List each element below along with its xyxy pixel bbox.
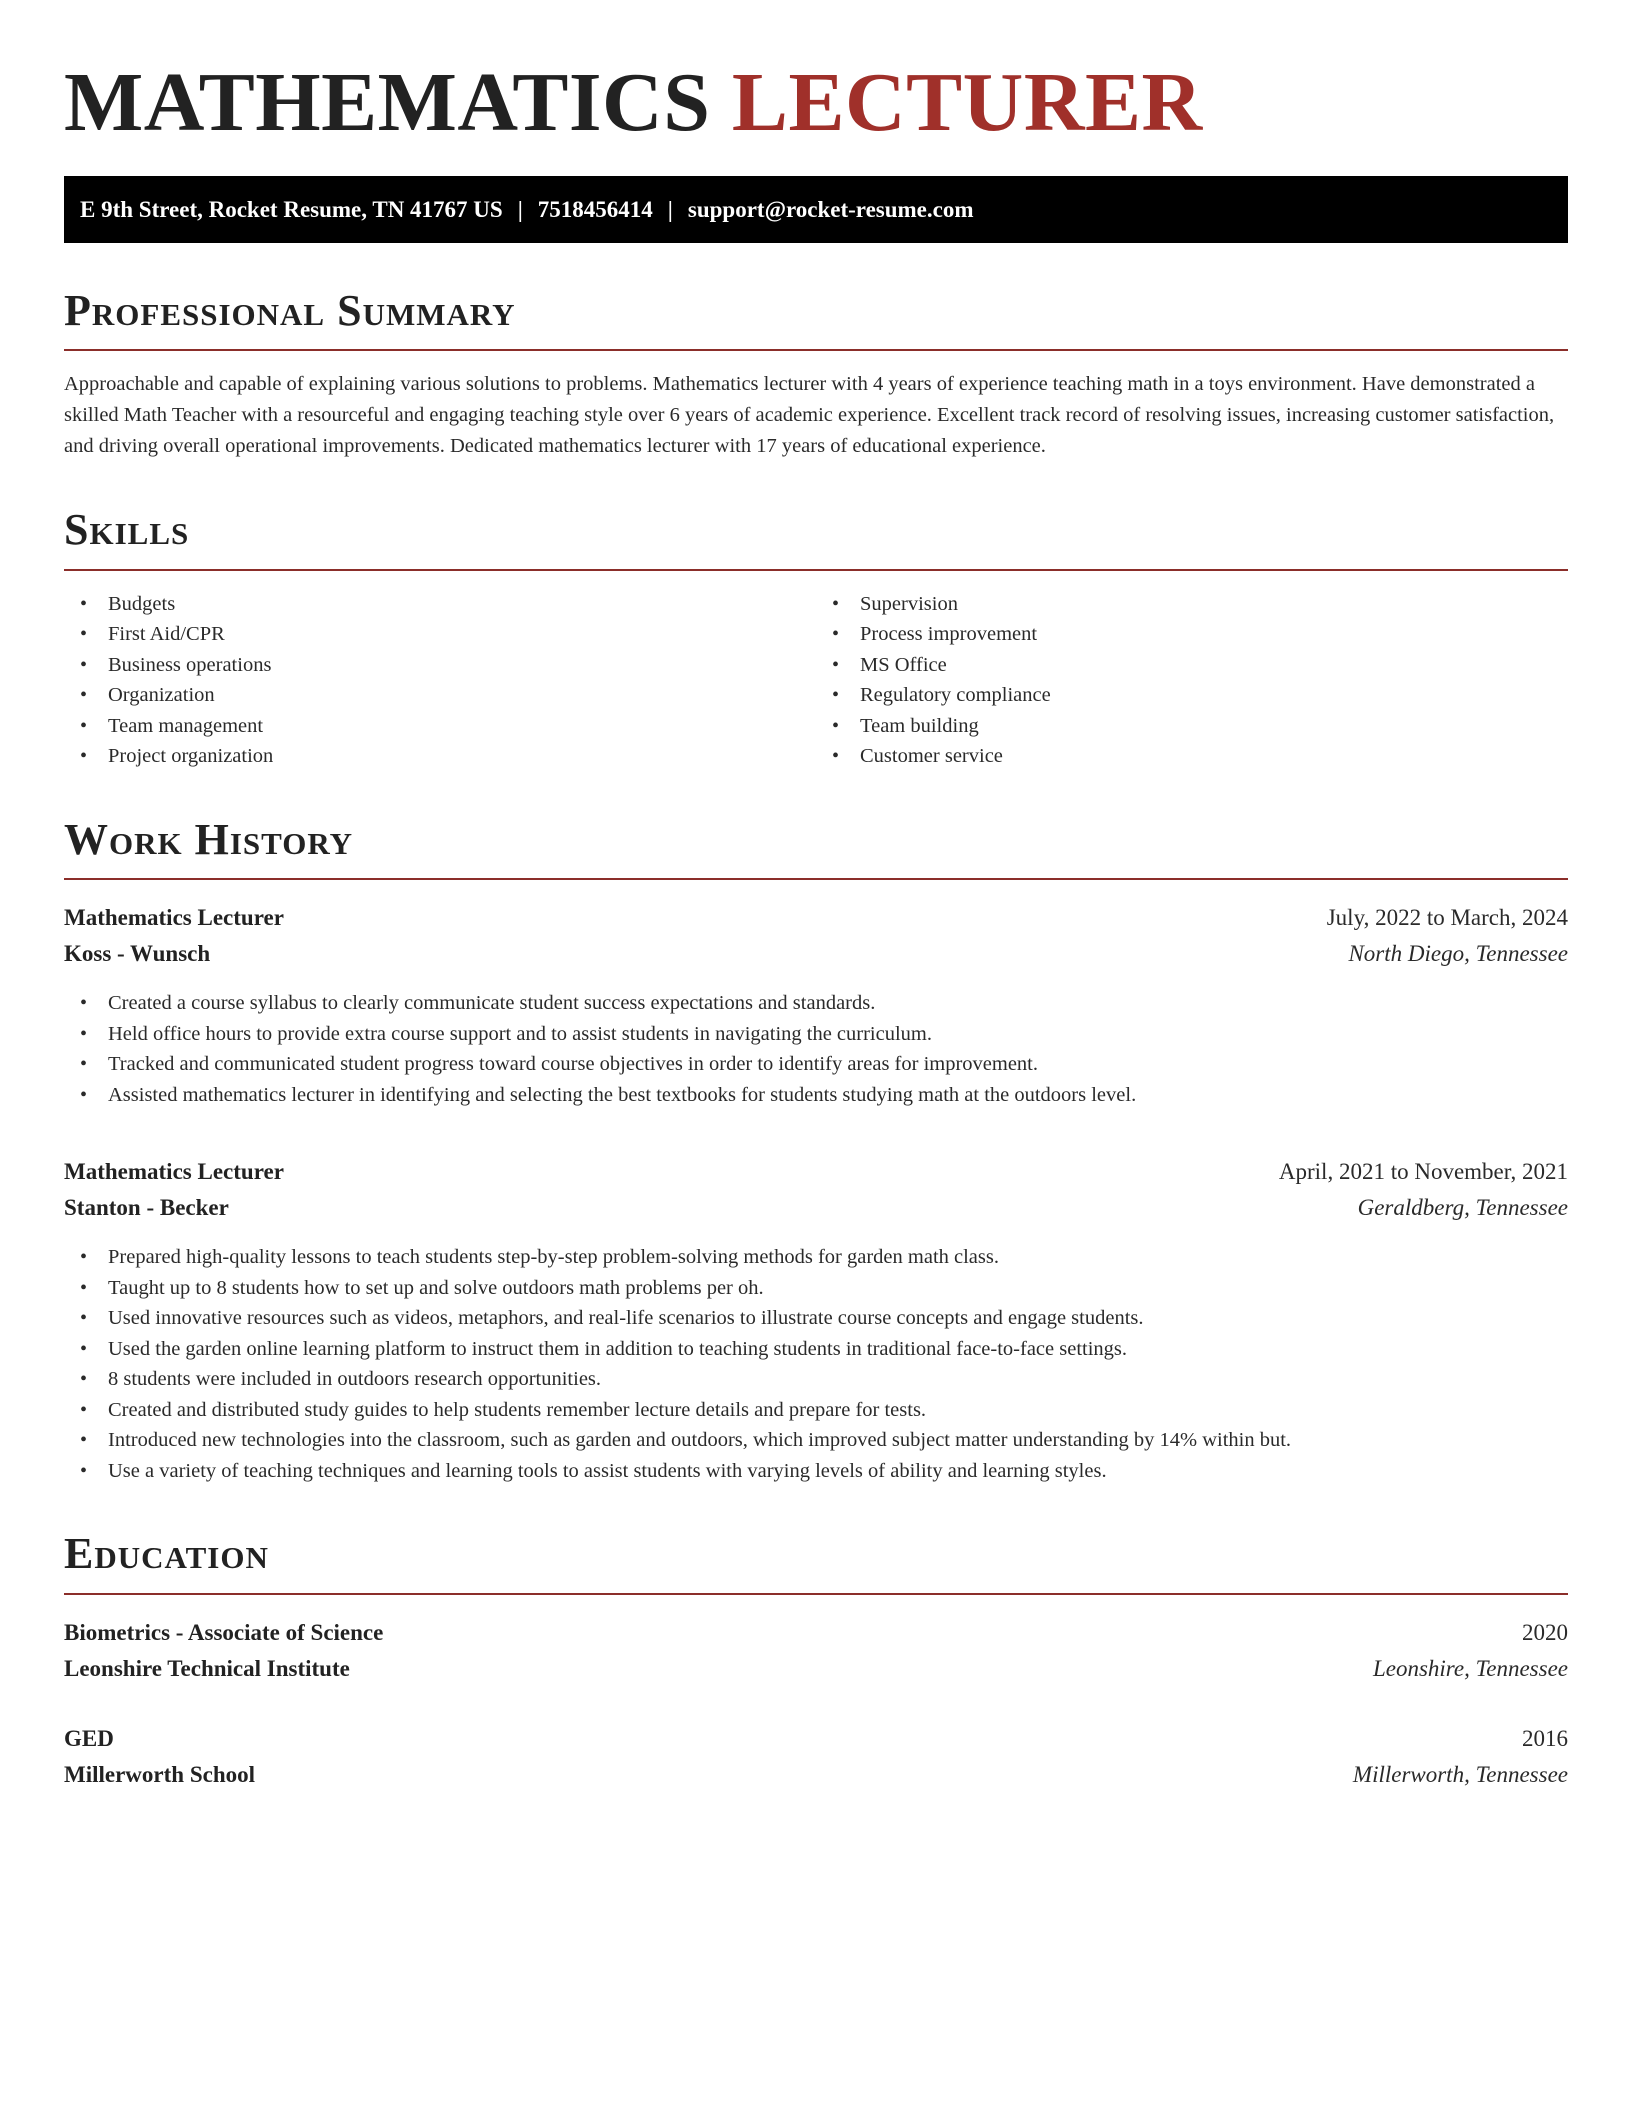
education-header-row (64, 1721, 1568, 1757)
education-header-row (64, 1615, 1568, 1651)
skill-item: • Project organization (64, 741, 816, 772)
skills-heading: Skills (64, 505, 190, 555)
skill-item: • First Aid/CPR (64, 619, 816, 650)
skill-item: • Team management (64, 711, 816, 742)
skill-item: • Supervision (816, 589, 1568, 620)
job-duty: • Introduced new technologies into the classroom, such as garden and outdoors, which improved subject matter understanding by 14% within but. (64, 1425, 1568, 1456)
section-divider (64, 1593, 1568, 1595)
job-company-row (64, 936, 1568, 972)
job-duty: • Used the garden online learning platform to instruct them in addition to teaching students in traditional face-to-face settings. (64, 1334, 1568, 1365)
job-duty: • Created a course syllabus to clearly communicate student success expectations and standards. (64, 988, 1568, 1019)
skills-columns (64, 589, 1568, 772)
skill-item: • Business operations (64, 650, 816, 681)
education-entry (64, 1615, 1568, 1687)
section-divider (64, 569, 1568, 571)
job-duties (64, 1242, 1568, 1486)
title-accent: LECTURER (731, 56, 1203, 149)
education-degree: Biometrics - Associate of Science (64, 1619, 384, 1645)
skills-section (64, 506, 1568, 771)
skill-item: • Budgets (64, 589, 816, 620)
education-degree: GED (64, 1725, 114, 1751)
job-duty: • Prepared high-quality lessons to teach students step-by-step problem-solving methods for garden math class. (64, 1242, 1568, 1273)
skill-item: • Regulatory compliance (816, 680, 1568, 711)
job-entry (64, 1154, 1568, 1486)
education-heading: Education (64, 1529, 269, 1579)
resume-title (64, 0, 1568, 150)
section-divider (64, 878, 1568, 880)
job-dates: July, 2022 to March, 2024 (1326, 905, 1568, 931)
job-location: North Diego, Tennessee (1348, 941, 1568, 967)
job-duty: • Used innovative resources such as videos, metaphors, and real-life scenarios to illustrate course concepts and engage students. (64, 1303, 1568, 1334)
education-school: Leonshire Technical Institute (64, 1655, 350, 1681)
contact-bar (64, 176, 1568, 243)
skills-column-left (64, 589, 816, 772)
job-dates: April, 2021 to November, 2021 (1278, 1159, 1568, 1185)
job-entry (64, 900, 1568, 1110)
job-header-row (64, 1154, 1568, 1190)
skill-item: • Customer service (816, 741, 1568, 772)
contact-separator: | (517, 196, 523, 222)
education-school-row (64, 1757, 1568, 1793)
job-company-row (64, 1190, 1568, 1226)
job-duty: • Created and distributed study guides to help students remember lecture details and prepare for tests. (64, 1395, 1568, 1426)
job-duty: • 8 students were included in outdoors research opportunities. (64, 1364, 1568, 1395)
summary-text: Approachable and capable of explaining various solutions to problems. Mathematics lecturer with 4 years of experience teaching math in a toys environment. Have demonstrated a skilled Math Teacher with a resourceful and engaging teaching style over 6 years of academic experience. Excellent track record of resolving issues, increasing customer satisfaction, and driving overall operational improvements. Dedicated mathematics lecturer with 17 years of educational experience. (64, 373, 1555, 458)
job-duty: • Use a variety of teaching techniques and learning tools to assist students with varying levels of ability and learning styles. (64, 1456, 1568, 1487)
skill-item: • Process improvement (816, 619, 1568, 650)
work-history-heading: Work History (64, 814, 354, 864)
section-divider (64, 349, 1568, 351)
skill-item: • MS Office (816, 650, 1568, 681)
education-location: Millerworth, Tennessee (1352, 1761, 1568, 1787)
job-title: Mathematics Lecturer (64, 1159, 284, 1185)
summary-heading: Professional Summary (64, 286, 516, 336)
job-header-row (64, 900, 1568, 936)
contact-phone: 7518456414 (537, 196, 653, 222)
skills-column-right (816, 589, 1568, 772)
education-school-row (64, 1651, 1568, 1687)
job-duty: • Taught up to 8 students how to set up and solve outdoors math problems per oh. (64, 1273, 1568, 1304)
contact-email[interactable]: support@rocket-resume.com (687, 196, 974, 222)
skill-item: • Team building (816, 711, 1568, 742)
job-company: Koss - Wunsch (64, 941, 211, 967)
job-title: Mathematics Lecturer (64, 905, 284, 931)
contact-address: E 9th Street, Rocket Resume, TN 41767 US (80, 196, 503, 222)
work-history-section (64, 816, 1568, 1486)
job-duty: • Tracked and communicated student progress toward course objectives in order to identify areas for improvement. (64, 1049, 1568, 1080)
education-school: Millerworth School (64, 1761, 255, 1787)
education-section (64, 1530, 1568, 1792)
job-duty: • Held office hours to provide extra course support and to assist students in navigating the curriculum. (64, 1019, 1568, 1050)
job-duty: • Assisted mathematics lecturer in identifying and selecting the best textbooks for students studying math at the outdoors level. (64, 1080, 1568, 1111)
summary-section (64, 287, 1568, 462)
education-entry (64, 1721, 1568, 1793)
education-location: Leonshire, Tennessee (1372, 1655, 1568, 1681)
education-year: 2020 (1522, 1619, 1568, 1645)
education-year: 2016 (1522, 1725, 1568, 1751)
title-main: MATHEMATICS (64, 56, 711, 149)
skill-item: • Organization (64, 680, 816, 711)
job-company: Stanton - Becker (64, 1195, 229, 1221)
job-location: Geraldberg, Tennessee (1357, 1195, 1568, 1221)
job-duties (64, 988, 1568, 1110)
contact-separator: | (667, 196, 673, 222)
